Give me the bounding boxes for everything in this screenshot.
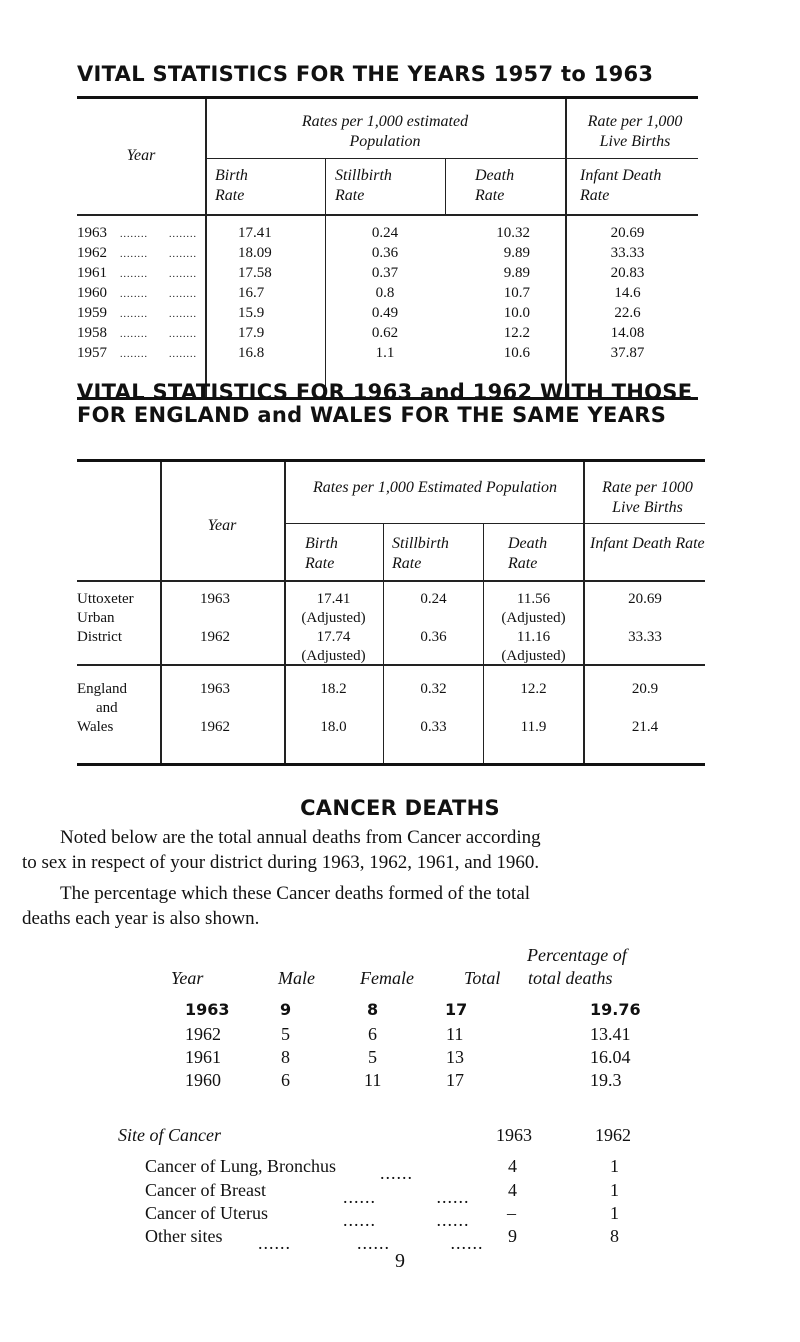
- death-cell: 10.7: [503, 285, 530, 301]
- year-header: Year: [126, 147, 156, 164]
- death-cell: 9.89: [503, 265, 530, 281]
- leader-dots: ........ ........: [120, 249, 197, 260]
- value-1962: 1: [610, 1156, 619, 1176]
- year-cell: 1963: [77, 225, 107, 241]
- leader-dots: ........ ........: [120, 269, 197, 280]
- still-cell: 0.8: [375, 285, 395, 301]
- site-header: Site of Cancer: [118, 1125, 221, 1145]
- paragraph-line: to sex in respect of your district during 1963, 1962, 1961, and 1960.: [22, 852, 540, 873]
- value-1962: 1: [610, 1203, 619, 1223]
- death-cell: 10.0: [503, 305, 530, 321]
- infant-cell: 20.83: [610, 265, 645, 281]
- area-label: Urban: [77, 610, 115, 626]
- value-1962: 1: [610, 1180, 619, 1200]
- site-label: Cancer of Breast: [145, 1180, 266, 1200]
- male-cell: 5: [281, 1024, 290, 1044]
- year-cell: 1962: [185, 1024, 221, 1044]
- leader-dots: ...... ......: [343, 1187, 470, 1207]
- birth-note: (Adjusted): [301, 610, 366, 626]
- area-label: England: [77, 681, 127, 697]
- pct-cell: 16.04: [590, 1047, 631, 1067]
- total-cell: 17: [445, 1000, 468, 1019]
- pct-cell: 13.41: [590, 1024, 631, 1044]
- value-1963: 4: [508, 1180, 517, 1200]
- infant-cell: 33.33: [628, 629, 662, 645]
- col-death-rate: Death Rate: [508, 535, 548, 572]
- group-header-population: Rates per 1,000 estimated Population: [301, 113, 469, 150]
- birth-cell: 18.2: [320, 681, 347, 697]
- birth-cell: 18.09: [238, 245, 272, 261]
- pct-header-line2: total deaths: [528, 968, 613, 988]
- male-header: Male: [278, 968, 315, 988]
- birth-cell: 17.41: [316, 591, 351, 607]
- paragraph-line: Noted below are the total annual deaths from Cancer according: [60, 827, 541, 848]
- birth-cell: 17.41: [238, 225, 272, 241]
- death-cell: 11.16: [516, 629, 551, 645]
- infant-cell: 33.33: [610, 245, 645, 261]
- value-1963: 9: [508, 1226, 517, 1246]
- col-infant-death-rate: Infant Death Rate: [590, 535, 705, 552]
- birth-cell: 17.58: [238, 265, 272, 281]
- year-cell: 1958: [77, 325, 107, 341]
- year-cell: 1962: [77, 245, 107, 261]
- still-cell: 0.36: [420, 629, 447, 645]
- female-cell: 11: [364, 1070, 382, 1090]
- death-cell: 10.32: [496, 225, 530, 241]
- male-cell: 8: [281, 1047, 290, 1067]
- col-birth-rate: Birth Rate: [215, 167, 248, 204]
- infant-cell: 20.69: [628, 591, 662, 607]
- group-header-population: Rates per 1,000 Estimated Population: [313, 479, 557, 496]
- total-cell: 13: [446, 1047, 464, 1067]
- leader-dots: ...... ...... ......: [258, 1233, 484, 1253]
- paragraph-line: deaths each year is also shown.: [22, 908, 260, 929]
- area-label: Wales: [77, 719, 114, 735]
- leader-dots: ........ ........: [120, 349, 197, 360]
- year-cell: 1961: [77, 265, 107, 281]
- male-cell: 9: [280, 1000, 292, 1019]
- birth-cell: 15.9: [238, 305, 265, 321]
- col-death-rate: Death Rate: [475, 167, 515, 204]
- leader-dots: ........ ........: [120, 289, 197, 300]
- birth-cell: 17.74: [316, 629, 351, 645]
- group-header-live-births: Rate per 1,000 Live Births: [587, 113, 683, 150]
- group-header-live-births: Rate per 1000 Live Births: [602, 479, 693, 516]
- infant-cell: 20.9: [631, 681, 659, 697]
- year-header: Year: [171, 968, 204, 988]
- death-cell: 12.2: [503, 325, 530, 341]
- female-header: Female: [360, 968, 414, 988]
- death-cell: 9.89: [503, 245, 530, 261]
- site-label: Cancer of Lung, Bronchus: [145, 1156, 336, 1176]
- total-cell: 11: [446, 1024, 464, 1044]
- still-cell: 0.36: [371, 245, 399, 261]
- total-cell: 17: [446, 1070, 464, 1090]
- birth-cell: 17.9: [238, 325, 265, 341]
- year-cell: 1960: [185, 1070, 221, 1090]
- paragraph-line: The percentage which these Cancer deaths formed of the total: [60, 883, 531, 904]
- area-label: and: [96, 700, 118, 716]
- year-cell: 1961: [185, 1047, 221, 1067]
- col-stillbirth-rate: Stillbirth Rate: [392, 535, 449, 572]
- leader-dots: ......: [380, 1163, 413, 1183]
- still-cell: 0.49: [371, 305, 399, 321]
- still-cell: 0.37: [371, 265, 399, 281]
- birth-cell: 16.8: [238, 345, 265, 361]
- leader-dots: ........ ........: [120, 329, 197, 340]
- year-cell: 1963: [200, 681, 230, 697]
- year-col-1963: 1963: [496, 1125, 532, 1145]
- pct-cell: 19.76: [590, 1000, 641, 1019]
- death-note: (Adjusted): [501, 648, 566, 664]
- page-number: 9: [395, 1250, 405, 1272]
- year-header: Year: [207, 517, 237, 534]
- year-cell: 1957: [77, 345, 107, 361]
- female-cell: 8: [367, 1000, 379, 1019]
- area-label: Uttoxeter: [77, 591, 134, 607]
- infant-cell: 20.69: [610, 225, 645, 241]
- year-col-1962: 1962: [595, 1125, 631, 1145]
- value-1963: 4: [508, 1156, 517, 1176]
- birth-cell: 18.0: [320, 719, 347, 735]
- leader-dots: ........ ........: [120, 229, 197, 240]
- page-title: VITAL STATISTICS FOR THE YEARS 1957 to 1963: [77, 62, 654, 86]
- death-cell: 10.6: [503, 345, 530, 361]
- male-cell: 6: [281, 1070, 290, 1090]
- infant-cell: 21.4: [631, 719, 659, 735]
- site-label: Cancer of Uterus: [145, 1203, 268, 1223]
- year-cell: 1959: [77, 305, 107, 321]
- still-cell: 1.1: [375, 345, 395, 361]
- leader-dots: ...... ......: [343, 1210, 470, 1230]
- pct-header-line1: Percentage of: [527, 945, 627, 965]
- leader-dots: ........ ........: [120, 309, 197, 320]
- pct-cell: 19.3: [590, 1070, 622, 1090]
- col-infant-death-rate: Infant Death Rate: [580, 167, 662, 204]
- still-cell: 0.24: [420, 591, 447, 607]
- birth-cell: 16.7: [238, 285, 265, 301]
- col-stillbirth-rate: Stillbirth Rate: [335, 167, 392, 204]
- value-1962: 8: [610, 1226, 619, 1246]
- still-cell: 0.32: [420, 681, 447, 697]
- still-cell: 0.24: [371, 225, 399, 241]
- infant-cell: 37.87: [610, 345, 645, 361]
- site-label: Other sites: [145, 1226, 223, 1246]
- year-cell: 1963: [200, 591, 230, 607]
- cancer-deaths-title: CANCER DEATHS: [300, 796, 500, 820]
- section-title-comparison-line2: FOR ENGLAND and WALES FOR THE SAME YEARS: [77, 403, 667, 427]
- value-1963: –: [507, 1203, 516, 1223]
- year-cell: 1962: [200, 719, 230, 735]
- year-cell: 1962: [200, 629, 230, 645]
- section-title-comparison: VITAL STATISTICS FOR 1963 and 1962 WITH THOSE: [77, 380, 693, 404]
- birth-note: (Adjusted): [301, 648, 366, 664]
- infant-cell: 22.6: [614, 305, 641, 321]
- female-cell: 5: [368, 1047, 377, 1067]
- still-cell: 0.33: [420, 719, 447, 735]
- death-cell: 12.2: [520, 681, 547, 697]
- infant-cell: 14.08: [610, 325, 645, 341]
- female-cell: 6: [368, 1024, 377, 1044]
- year-cell: 1960: [77, 285, 107, 301]
- death-cell: 11.56: [516, 591, 551, 607]
- area-label: District: [77, 629, 122, 645]
- still-cell: 0.62: [371, 325, 399, 341]
- death-note: (Adjusted): [501, 610, 566, 626]
- year-cell: 1963: [185, 1000, 230, 1019]
- total-header: Total: [464, 968, 501, 988]
- death-cell: 11.9: [520, 719, 547, 735]
- infant-cell: 14.6: [614, 285, 641, 301]
- col-birth-rate: Birth Rate: [305, 535, 338, 572]
